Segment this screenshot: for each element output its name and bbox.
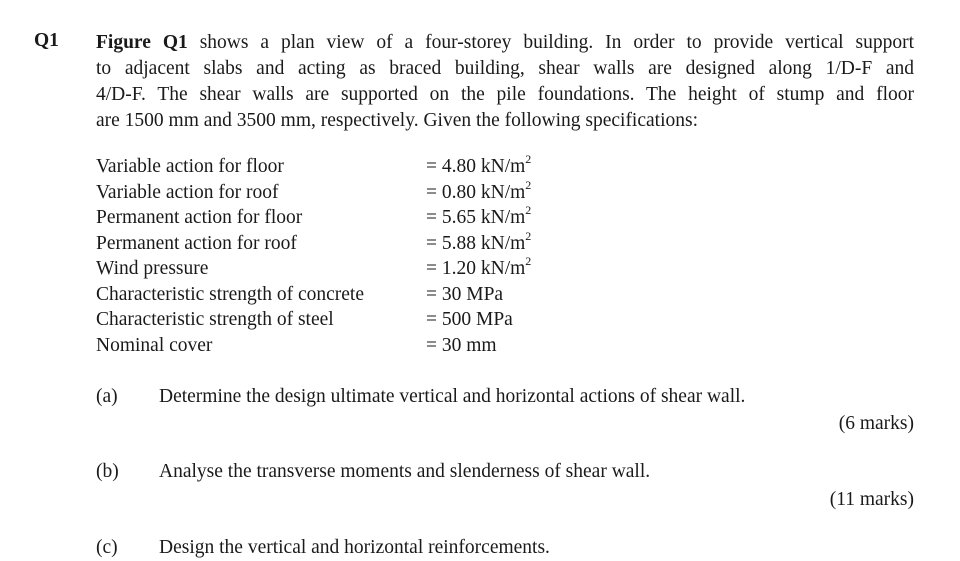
spec-label: Permanent action for roof	[96, 232, 297, 254]
part-letter: (b)	[96, 461, 119, 482]
spec-label: Variable action for floor	[96, 156, 284, 177]
spec-label: Variable action for roof	[96, 181, 279, 203]
spec-row	[96, 205, 696, 231]
intro-line	[96, 108, 914, 134]
intro-line-text: shows a plan view of a four-storey building. In order to provide vertical support	[187, 32, 914, 53]
spec-row	[96, 333, 696, 359]
intro-line-text: 4/D-F. The shear walls are supported on the pile foundations. The height of stump and floor	[96, 84, 914, 105]
spec-value: = 0.80 $kN/m^2$	[426, 177, 532, 203]
spec-row	[96, 177, 696, 206]
question-intro	[96, 30, 914, 134]
spec-row	[96, 154, 696, 180]
figure-reference: Figure Q1	[96, 32, 188, 53]
spec-label: Characteristic strength of concrete	[96, 283, 365, 305]
spec-row	[96, 256, 696, 282]
marks-a: (6 marks)	[838, 413, 914, 434]
part-text: Analyse the transverse moments and slenderness of shear wall.	[159, 461, 651, 482]
intro-line	[96, 30, 914, 56]
spec-value: = 4.80 $kN/m^2$	[426, 152, 532, 177]
spec-value: = 5.88 $kN/m^2$	[426, 228, 532, 254]
intro-line	[96, 56, 914, 82]
part-text: Determine the design ultimate vertical and horizontal actions of shear wall.	[159, 386, 746, 407]
spec-value: = 30 MPa	[426, 283, 504, 305]
spec-row	[96, 307, 696, 333]
spec-value: = 500 MPa	[426, 309, 513, 330]
spec-label: Wind pressure	[96, 258, 209, 279]
spec-label: Nominal cover	[96, 334, 213, 356]
marks-b: (11 marks)	[829, 489, 914, 510]
part-letter: (a)	[96, 386, 118, 407]
spec-row	[96, 282, 696, 308]
spec-label: Permanent action for floor	[96, 207, 303, 228]
intro-line-text: are 1500 mm and 3500 mm, respectively. Given the following specifications:	[96, 110, 699, 131]
spec-value: = 30 mm	[426, 334, 497, 356]
part-letter: (c)	[96, 537, 118, 558]
spec-row	[96, 228, 696, 257]
intro-line-text: to adjacent slabs and acting as braced building, shear walls are designed along 1/D-F and	[96, 58, 914, 79]
question-number: Q1	[34, 30, 59, 51]
specifications-list	[96, 154, 696, 358]
spec-value: = 1.20 $kN/m^2$	[426, 254, 532, 279]
spec-label: Characteristic strength of steel	[96, 309, 334, 330]
spec-value: = 5.65 $kN/m^2$	[426, 203, 532, 228]
part-text: Design the vertical and horizontal reinforcements.	[159, 537, 550, 558]
intro-line	[96, 82, 914, 108]
